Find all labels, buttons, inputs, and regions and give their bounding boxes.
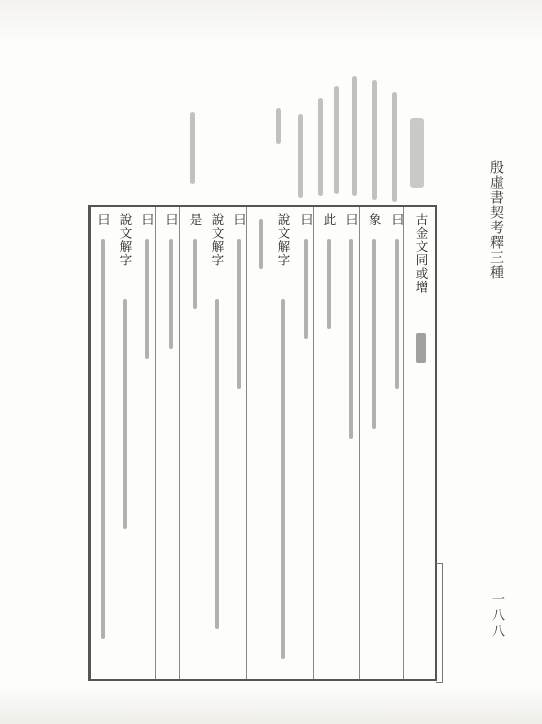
text-column	[115, 213, 135, 673]
text-frame	[88, 205, 437, 681]
column-heading: 古金文同或增	[414, 213, 429, 294]
column-heading: 此	[322, 213, 337, 227]
text-column	[161, 213, 181, 673]
running-header: 殷虛書契考釋三種	[488, 160, 504, 280]
annotation-column	[352, 76, 357, 196]
column-heading: 曰	[390, 213, 405, 227]
text-column	[207, 213, 227, 673]
annotation-column	[276, 108, 281, 144]
annotation-column	[410, 118, 424, 188]
scan-top-margin	[0, 0, 542, 38]
text-column	[251, 213, 271, 673]
text-column	[387, 213, 407, 673]
column-heading: 曰	[344, 213, 359, 227]
column-heading: 曰	[96, 213, 111, 227]
text-column	[296, 213, 316, 673]
text-column	[341, 213, 361, 673]
text-column	[319, 213, 339, 673]
scan-bottom-margin	[0, 690, 542, 724]
text-column	[273, 213, 293, 673]
column-heading: 曰	[140, 213, 155, 227]
text-column	[93, 213, 113, 673]
column-heading: 曰	[164, 213, 179, 227]
annotation-column	[372, 80, 377, 200]
column-heading: 說文解字	[118, 213, 133, 267]
annotation-column	[190, 112, 195, 184]
column-heading: 曰	[299, 213, 314, 227]
column-heading: 象	[367, 213, 382, 227]
column-heading: 曰	[232, 213, 247, 227]
annotation-column	[392, 92, 397, 202]
text-column	[137, 213, 157, 673]
column-heading: 說文解字	[210, 213, 225, 267]
annotation-column	[298, 114, 303, 198]
text-column	[229, 213, 249, 673]
text-column	[185, 213, 205, 673]
annotation-column	[334, 86, 339, 194]
column-heading: 是	[188, 213, 203, 227]
column-heading: 說文解字	[276, 213, 291, 267]
text-column	[411, 213, 431, 673]
annotation-column	[318, 98, 323, 196]
text-column	[364, 213, 384, 673]
page-number: 一八八	[489, 592, 504, 640]
